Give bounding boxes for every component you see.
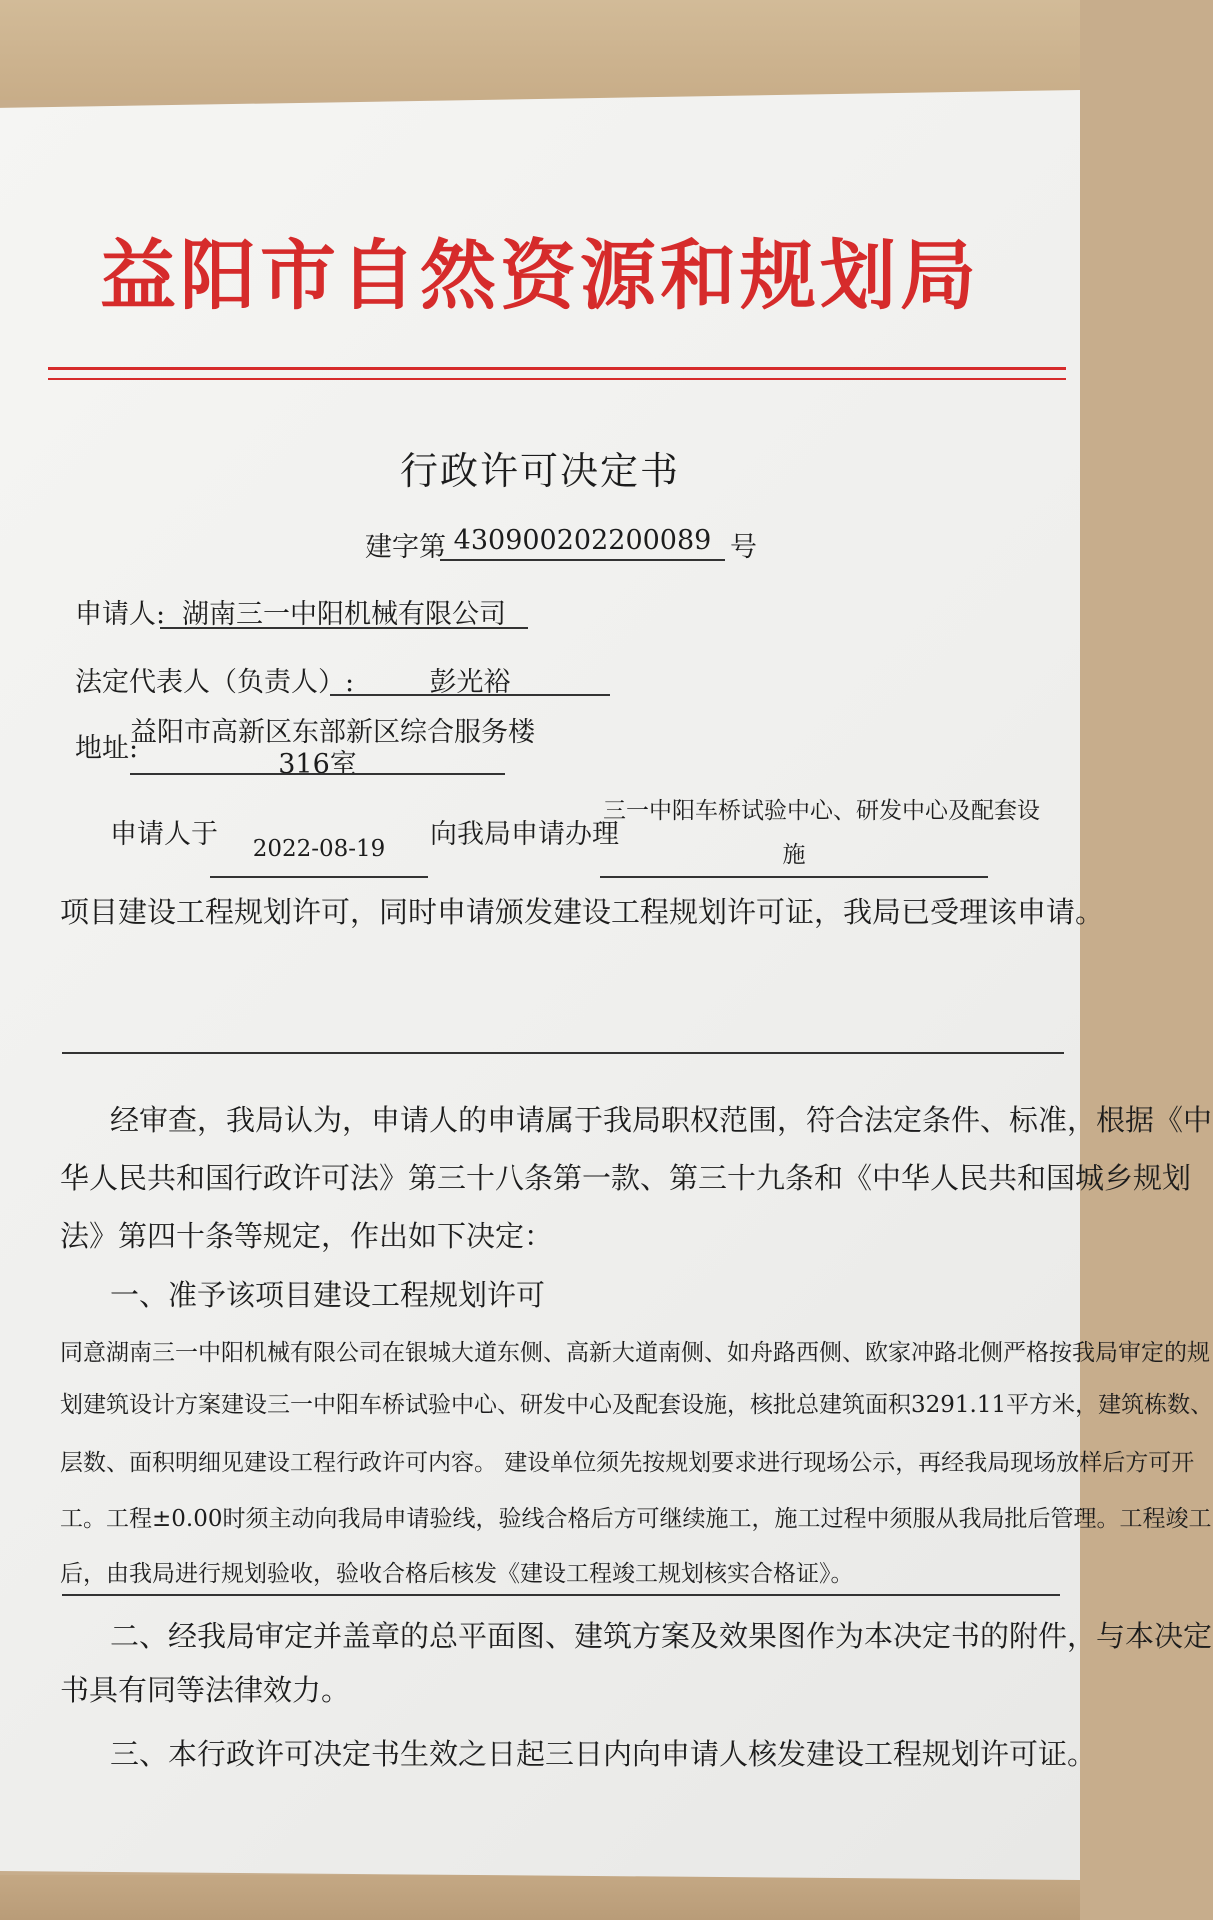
document-number-underline <box>440 559 725 561</box>
address-value-line2: 316室 <box>278 749 357 780</box>
review-line-1: 经审查，我局认为，申请人的申请属于我局职权范围，符合法定条件、标准，根据《中 <box>110 1103 1213 1137</box>
address-underline <box>130 773 505 775</box>
decision-1-heading: 一、准予该项目建设工程规划许可 <box>110 1278 546 1312</box>
decision-1-line-4: 工。工程±0.00时须主动向我局申请验线，验线合格后方可继续施工，施工过程中须服从我局批后管理。工程竣工 <box>60 1506 1212 1532</box>
application-project-line2: 施 <box>782 842 806 868</box>
decision-1-line-1: 同意湖南三一中阳机械有限公司在银城大道东侧、高新大道南侧、如舟路西侧、欧家冲路北侧严格按我局审定的规 <box>60 1340 1210 1366</box>
letterhead-red-rule-thin <box>48 378 1066 380</box>
document-number-suffix: 号 <box>730 532 757 563</box>
decision-1-line-3: 层数、面积明细见建设工程行政许可内容。 建设单位须先按规划要求进行现场公示，再经我局现场放样后方可开 <box>60 1450 1195 1476</box>
legal-representative-label: 法定代表人（负责人）: <box>75 667 355 698</box>
applicant-underline <box>160 627 528 629</box>
application-project-underline <box>600 876 988 878</box>
application-date-underline <box>210 876 428 878</box>
applicant-value: 湖南三一中阳机械有限公司 <box>182 599 506 630</box>
legal-representative-value: 彭光裕 <box>429 667 511 698</box>
decision-3-line-1: 三、本行政许可决定书生效之日起三日内向申请人核发建设工程规划许可证。 <box>110 1737 1097 1771</box>
review-line-2: 华人民共和国行政许可法》第三十八条第一款、第三十九条和《中华人民共和国城乡规划 <box>60 1161 1192 1195</box>
decision-2-line-1: 二、经我局审定并盖章的总平面图、建筑方案及效果图作为本决定书的附件，与本决定 <box>110 1619 1213 1653</box>
document-number: 430900202200089 <box>453 525 712 556</box>
address-label: 地址: <box>75 733 139 764</box>
agency-letterhead: 益阳市自然资源和规划局 <box>100 231 980 320</box>
decision-2-line-2: 书具有同等法律效力。 <box>60 1673 351 1707</box>
review-line-3: 法》第四十条等规定，作出如下决定： <box>60 1219 554 1253</box>
legal-representative-underline <box>330 694 610 696</box>
desk-surface-top <box>0 0 1080 100</box>
decision-1-line-2: 划建筑设计方案建设三一中阳车桥试验中心、研发中心及配套设施，核批总建筑面积3291.11平方米，建筑栋数、 <box>60 1392 1213 1418</box>
desk-surface-bottom <box>0 1875 1080 1920</box>
application-date: 2022-08-19 <box>252 836 386 862</box>
application-prefix: 申请人于 <box>110 819 218 850</box>
address-value-line1: 益阳市高新区东部新区综合服务楼 <box>130 717 535 748</box>
section-divider-1 <box>62 1052 1064 1054</box>
application-project-line1: 三一中阳车桥试验中心、研发中心及配套设 <box>603 798 1040 824</box>
document-number-prefix: 建字第 <box>365 532 446 563</box>
letterhead-red-rule-thick <box>48 367 1066 370</box>
application-sentence: 项目建设工程规划许可，同时申请颁发建设工程规划许可证，我局已受理该申请。 <box>60 895 1105 929</box>
document-title: 行政许可决定书 <box>399 449 680 493</box>
section-divider-2 <box>62 1594 1060 1596</box>
application-middle: 向我局申请办理 <box>430 819 619 850</box>
document-paper <box>0 90 1080 1880</box>
decision-1-line-5: 后，由我局进行规划验收，验收合格后核发《建设工程竣工规划核实合格证》。 <box>60 1561 854 1587</box>
applicant-label: 申请人: <box>75 599 166 630</box>
